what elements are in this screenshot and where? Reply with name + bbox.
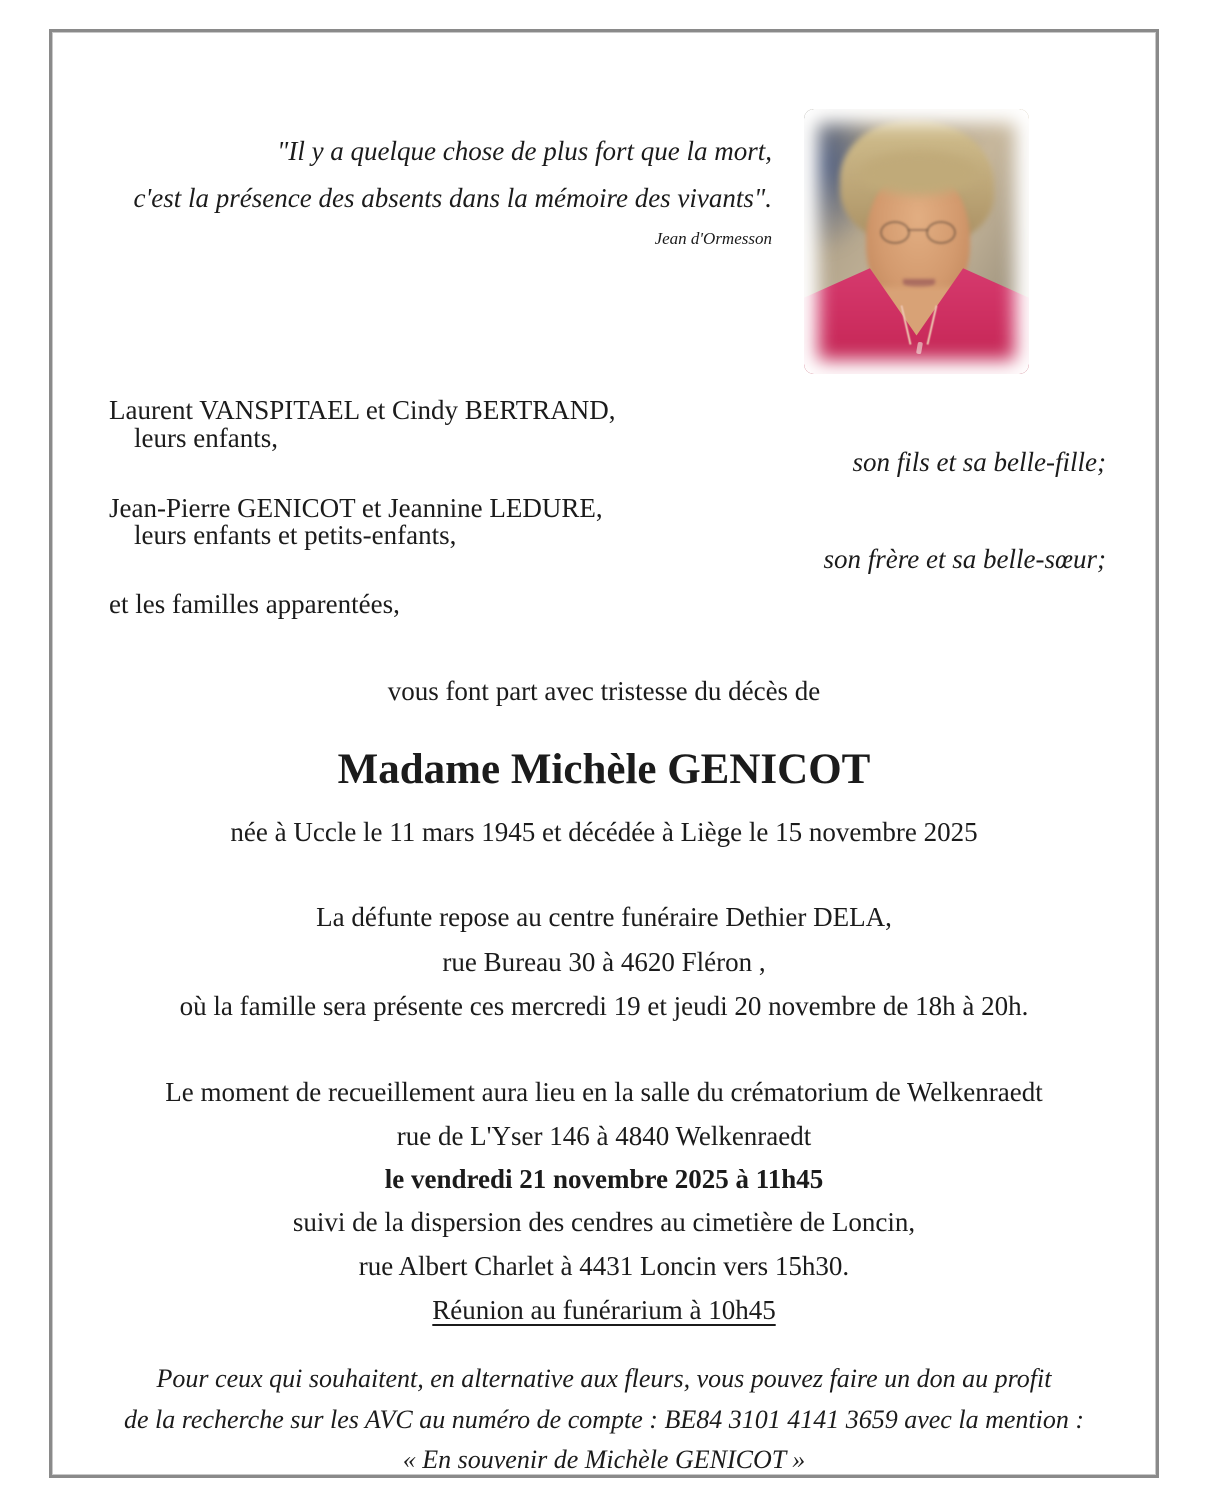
family-entry-2-relation: son frère et sa belle-sœur; [823, 544, 1106, 574]
cemetery-address-line: rue Albert Charlet à 4431 Loncin vers 15h30. [358, 1251, 850, 1281]
ceremony-address-line: rue de L'Yser 146 à 4840 Welkenraedt [396, 1121, 812, 1151]
donation-note-line-3: « En souvenir de Michèle GENICOT » [402, 1445, 806, 1474]
birth-death-dates: née à Uccle le 11 mars 1945 et décédée à Liège le 15 novembre 2025 [230, 817, 978, 847]
donation-note-line-2: de la recherche sur les AVC au numéro de compte : BE84 3101 4141 3659 avec la mention : [123, 1405, 1084, 1434]
deceased-name-title: Madame Michèle GENICOT [337, 746, 871, 793]
quote-attribution: Jean d'Ormesson [654, 229, 772, 248]
photo-white-vignette [804, 109, 1029, 374]
viewing-hours-line: où la famille sera présente ces mercredi 19 et jeudi 20 novembre de 18h à 20h. [179, 991, 1029, 1021]
meeting-time-line: Réunion au funérarium à 10h45 [432, 1295, 776, 1325]
quote-line-2: c'est la présence des absents dans la mémoire des vivants". [133, 183, 772, 213]
ceremony-location-line: Le moment de recueillement aura lieu en la salle du crématorium de Welkenraedt [165, 1077, 1043, 1107]
family-entry-1-names: Laurent VANSPITAEL et Cindy BERTRAND, [109, 395, 616, 425]
family-entry-1-relation: son fils et sa belle-fille; [852, 447, 1106, 477]
announcement-intro: vous font part avec tristesse du décès de [387, 676, 821, 706]
viewing-address-line: rue Bureau 30 à 4620 Fléron , [442, 947, 766, 977]
portrait-photo [804, 109, 1029, 374]
ceremony-datetime-line: le vendredi 21 novembre 2025 à 11h45 [384, 1164, 824, 1194]
ashes-dispersion-line: suivi de la dispersion des cendres au cimetière de Loncin, [292, 1207, 916, 1237]
quote-line-1: "Il y a quelque chose de plus fort que la mort, [276, 136, 772, 166]
family-closing-line: et les familles apparentées, [109, 589, 400, 619]
memorial-quote [134, 135, 772, 249]
viewing-location-line: La défunte repose au centre funéraire Dethier DELA, [316, 902, 892, 932]
page-border-frame [49, 29, 1159, 1478]
family-entry-2-names: Jean-Pierre GENICOT et Jeannine LEDURE, [109, 493, 603, 523]
donation-note-line-1: Pour ceux qui souhaitent, en alternative aux fleurs, vous pouvez faire un don au profit [156, 1364, 1052, 1393]
family-entry-1-children: leurs enfants, [134, 423, 278, 453]
family-entry-2-children: leurs enfants et petits-enfants, [134, 520, 457, 550]
